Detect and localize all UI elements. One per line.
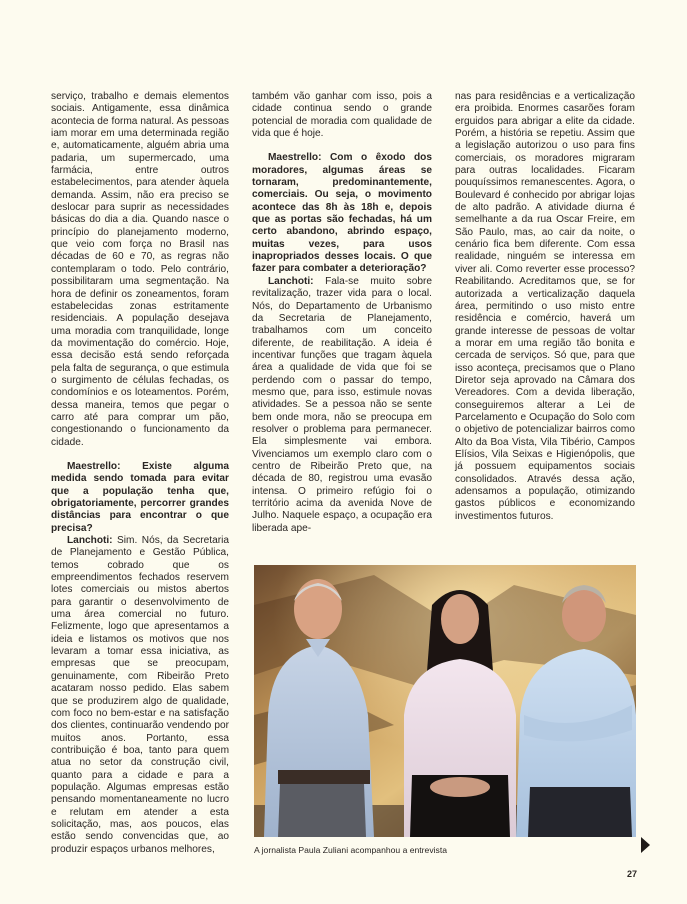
article-column-1 xyxy=(51,91,229,856)
body-paragraph: nas para residências e a verticalização era proibida. Enormes casarões foram erguidos para abrigar a elite da cidade. Porém, a história se repetiu. Assim que a legislação autorizou o uso para fins comerciais, os moradores migraram para outras localidades. Ficaram pouquíssimos remanescentes. Agora, o Boulevard é conhecido por abrigar lojas de alto padrão. A atividade diurna é semelhante a da rua Oscar Freire, em São Paulo, mas, ao cair da noite, o cenário fica bem diferente. Com essa realidade, ninguém se interessa em viver ali. Como reverter esse processo? Reabilitando. Acreditamos que, se for autorizada a verticalização daquela área, permitindo o uso misto entre residência e comércio, haverá um grande interesse de pessoas de voltar a morar em uma região tão bonita e cercada de serviços. Só que, para que isso aconteça, precisamos que o Plano Diretor seja aprovado na Câmara dos Vereadores. Com a devida liberação, conseguiremos alterar a Lei de Parcelamento e Ocupação do Solo com o objetivo de potencializar bairros como Alto da Boa Vista, Vila Tibério, Campos Elísios, Vila Seixas e Higienópolis, que já possuem equipamentos sociais consolidados. Através dessa ação, adensamos a população, otimizando gastos públicos e economizando investimentos futuros. xyxy=(455,91,635,522)
body-paragraph: também vão ganhar com isso, pois a cidade continua sendo o grande potencial de moradia com qualidade de vida que é hoje. xyxy=(252,91,432,140)
photo-caption: A jornalista Paula Zuliani acompanhou a entrevista xyxy=(254,845,447,855)
speaker-name: Lanchoti: xyxy=(268,275,314,287)
interview-question: Maestrello: Com o êxodo dos moradores, algumas áreas se tornaram, predominantemente, comerciais. Ou seja, o movimento acontece das 8h às 18h e, depois que as portas são fechadas, há um certo abandono, abrindo espaço, muitas vezes, para usos inapropriados desses locais. O que fazer para combater a deterioração? xyxy=(252,152,432,275)
continue-arrow-icon xyxy=(641,837,650,853)
page-number: 27 xyxy=(627,869,638,879)
speaker-name: Lanchoti: xyxy=(67,535,113,547)
answer-text: Sim. Nós, da Secretaria de Planejamento e Gestão Pública, temos cobrado que os empreendimentos fechados reservem lotes comerciais ou mistos abertos para garantir o desenvolvimento de uma área comercial no futuro. Felizmente, logo que apresentamos a ideia e listamos os motivos que nos levaram a tomar essa iniciativa, as empresas que se preocupam, genuinamente, com Ribeirão Preto acataram nosso pedido. Elas sabem que se produzirem algo de qualidade, com foco no bem-estar e na satisfação dos clientes, continuarão vendendo por muitos anos. Portanto, essa contribuição é boa, tanto para quem atua no setor da construção civil, quanto para a cidade e para a população. Algumas empresas estão pensando momentaneamente no lucro e relutam em atender a esta solicitação, mas, aos poucos, elas estão sendo convencidas que, ao produzir espaços urbanos melhores, xyxy=(51,535,229,855)
interview-answer xyxy=(252,276,432,535)
interview-photo xyxy=(254,565,636,837)
body-paragraph: serviço, trabalho e demais elementos sociais. Antigamente, essa dinâmica acontecia de forma natural. As pessoas iam morar em uma determinada região e, automaticamente, alguém abria uma padaria, um supermercado, uma farmácia, entre outros estabelecimentos, para atender àquela demanda. Assim, não era preciso se deslocar para suprir as necessidades básicas do dia a dia. Quando nasce o princípio do planejamento moderno, que veio com força no Brasil nas décadas de 60 e 70, as regras não contemplaram o todo. Pelo contrário, possibilitaram uma segmentação. Na hora de definir os zoneamentos, foram estabelecidas zonas estritamente residenciais. A população desejava uma moradia com tranquilidade, longe da movimentação do comércio. Hoje, essa decisão está sendo reforçada pela falta de segurança, o que estimula o surgimento de células fechadas, os condomínios e os loteamentos. Porém, dessa maneira, temos que pegar o carro até para comprar um pão, congestionando o funcionamento da cidade. xyxy=(51,91,229,448)
answer-text: Fala-se muito sobre revitalização, trazer vida para o local. Nós, do Departamento de Urbanismo da Secretaria de Planejamento, trabalhamos com um conceito diferente, de reabilitação. A ideia é incentivar funções que tragam àquela área a qualidade de vida que foi se perdendo com o passar do tempo, mesmo que, para isso, estimule novas atividades. Se a pessoa não se sente bem onde mora, não se preocupa em resolver o problema para permanecer. Ela simplesmente vai embora. Vivenciamos um exemplo claro com o centro de Ribeirão Preto que, na década de 80, registrou uma evasão intensa. O primeiro refúgio foi o território acima da avenida Nove de Julho. Naquele espaço, a ocupação era liberada ape- xyxy=(252,275,432,534)
interview-question: Maestrello: Existe alguma medida sendo tomada para evitar que a população tenha que, obrigatoriamente, percorrer grandes distâncias para encontrar o que precisa? xyxy=(51,460,229,534)
article-column-2 xyxy=(252,91,432,535)
interview-answer xyxy=(51,535,229,856)
article-column-3 xyxy=(455,91,635,523)
